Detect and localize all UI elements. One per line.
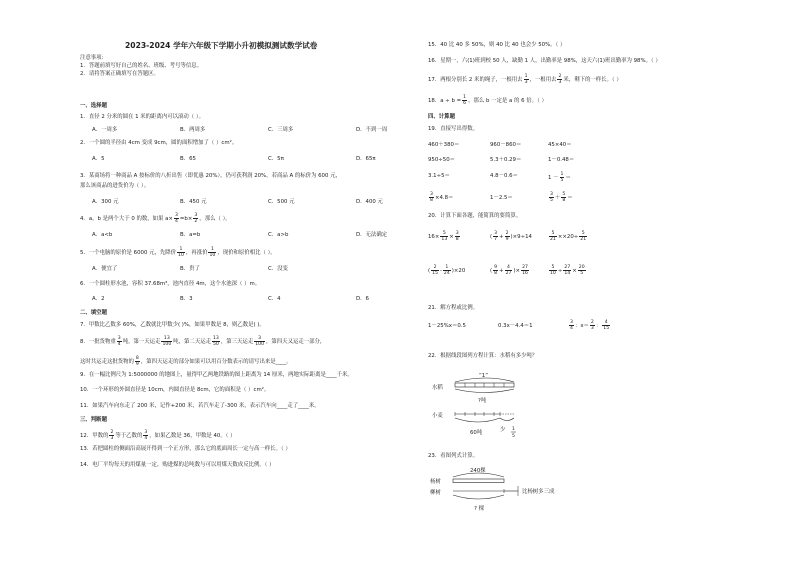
poplar-bar bbox=[453, 479, 504, 483]
equation: 0.3x－4.4＝1 bbox=[498, 323, 533, 329]
calc-item bbox=[548, 265, 587, 276]
numerator: 13 bbox=[161, 336, 172, 342]
denominator: 15 bbox=[603, 326, 610, 331]
question-8 bbox=[80, 336, 325, 347]
denominator: 27 bbox=[505, 271, 512, 276]
fraction bbox=[493, 265, 498, 276]
denominator: 3 bbox=[590, 326, 594, 331]
option: C．5π bbox=[268, 156, 284, 162]
denominator: 16 bbox=[522, 271, 528, 276]
fraction bbox=[462, 95, 467, 106]
text: ) bbox=[510, 234, 513, 240]
denominator: 100 bbox=[255, 342, 264, 347]
question-8-cont bbox=[80, 356, 292, 367]
option: A．a<b bbox=[92, 232, 113, 238]
brace-wheat bbox=[455, 418, 500, 422]
option: B．65 bbox=[180, 156, 196, 162]
numerator: 2 bbox=[505, 231, 509, 236]
option: A．2 bbox=[92, 296, 105, 302]
numerator: 3 bbox=[194, 213, 198, 218]
fraction bbox=[505, 231, 510, 242]
denominator: 8 bbox=[494, 271, 498, 276]
numerator: 5 bbox=[579, 231, 587, 237]
numerator: 3 bbox=[455, 231, 459, 236]
fraction bbox=[431, 265, 439, 276]
option: A．一周多 bbox=[92, 127, 118, 133]
numerator: 1 bbox=[443, 265, 451, 271]
fraction bbox=[161, 336, 172, 347]
denominator: 14 bbox=[564, 271, 571, 276]
calc-item bbox=[428, 231, 461, 242]
text: - bbox=[439, 268, 442, 274]
fraction bbox=[440, 231, 448, 242]
fraction bbox=[579, 231, 587, 242]
text: ： bbox=[595, 323, 602, 329]
numerator: 2 bbox=[110, 430, 114, 435]
denominator: 10 bbox=[209, 253, 216, 258]
numerator: 4 bbox=[602, 320, 610, 326]
numerator: 27 bbox=[564, 265, 571, 270]
denominator: 10 bbox=[178, 253, 184, 258]
notes-heading: 注意事项: bbox=[80, 55, 104, 61]
calc-item: 45×40＝ bbox=[548, 142, 572, 148]
brace-less bbox=[500, 418, 514, 421]
denominator: 7 bbox=[494, 237, 498, 242]
question-14: 14．电厂平均每天的用煤量一定，购进煤的总吨数与可以用煤天数成反比例。（ ） bbox=[80, 462, 275, 468]
numerator: 2 bbox=[431, 265, 439, 271]
text: ( bbox=[490, 234, 493, 240]
numerator: 3 bbox=[117, 336, 121, 341]
calc-item: 1－0.48＝ bbox=[548, 157, 575, 163]
option: D．400 元 bbox=[356, 199, 383, 205]
note-item: 1．答题前填写好自己的姓名、班级、考号等信息。 bbox=[80, 63, 203, 69]
question-2: 2．一个圆的半径由 4cm 变成 9cm，圆的面积增加了（ ）cm²。 bbox=[80, 140, 238, 146]
option: C．没变 bbox=[268, 266, 288, 272]
question-15: 15．40 比 40 多 50%，则 40 比 40 也会少 50%。（ ） bbox=[428, 42, 566, 48]
numerator: 1 bbox=[177, 247, 185, 253]
text: 16× bbox=[428, 234, 440, 240]
label-unit-one: “1” bbox=[479, 373, 489, 379]
text: 米，剩下的一样长。（ ） bbox=[563, 77, 622, 83]
denominator: 4 bbox=[570, 326, 573, 331]
fraction bbox=[117, 336, 122, 347]
text: ，那么 b 一定是 a 的 6 倍。（ ） bbox=[468, 98, 547, 104]
question-11: 11．如果汽车向东走了 200 米，记作+200 米，若汽车走了-300 米，表示汽车向____走了____米。 bbox=[80, 403, 320, 409]
text: + bbox=[499, 234, 504, 240]
brace-bottom bbox=[453, 495, 504, 499]
text: ( bbox=[428, 268, 431, 274]
text: ，一根用去 bbox=[529, 77, 557, 83]
question-5 bbox=[80, 247, 276, 258]
denominator: 100 bbox=[162, 342, 172, 347]
question-1: 1．直径 2 分米的圆在 1 米的距离内可以滚动（ ）。 bbox=[80, 114, 204, 120]
numerator: 20 bbox=[578, 265, 585, 270]
calc-item: 1－2.5＝ bbox=[490, 195, 513, 201]
denominator: 5 bbox=[550, 198, 553, 203]
question-3-cont: 那么该商品的进货价为（ ）。 bbox=[80, 183, 150, 189]
fraction bbox=[208, 247, 216, 258]
text: ，现价和原价相比（ ）。 bbox=[217, 250, 276, 256]
numerator: 3 bbox=[570, 320, 573, 325]
fraction bbox=[254, 336, 265, 347]
denominator: 9 bbox=[505, 237, 509, 242]
denominator: 9 bbox=[135, 362, 139, 367]
fraction bbox=[429, 192, 434, 203]
text: 1 － bbox=[548, 175, 559, 181]
denominator: 24 bbox=[443, 271, 450, 276]
numerator: 3 bbox=[494, 231, 498, 236]
numerator: 27 bbox=[522, 265, 528, 270]
calc-item bbox=[490, 231, 532, 242]
numerator: 9 bbox=[494, 265, 498, 270]
fraction bbox=[177, 247, 185, 258]
question-13: 13．若把圆柱的侧面沿高展开得到一个正方形，那么它的底面周长一定与高一样长。（ ） bbox=[80, 446, 291, 452]
text: 18．a ÷ b = bbox=[428, 98, 462, 104]
text: ：x＝ bbox=[574, 323, 589, 329]
text: ×9÷14 bbox=[512, 234, 532, 240]
denominator: 3 bbox=[558, 80, 562, 85]
label-willow: 柳树 bbox=[430, 490, 441, 496]
text: 17．两根分别长 2 米的绳子，一根用去 bbox=[428, 77, 523, 83]
fraction bbox=[524, 74, 529, 85]
label-less: 少 bbox=[500, 427, 506, 433]
calc-item bbox=[548, 192, 573, 203]
fraction bbox=[109, 430, 114, 441]
label-fraction-num: 1 bbox=[512, 427, 515, 432]
text: ＝ bbox=[565, 175, 571, 181]
option: B．a=b bbox=[180, 232, 201, 238]
equation: 1－25%x＝0.5 bbox=[428, 323, 466, 329]
option: B．3 bbox=[180, 296, 193, 302]
fraction bbox=[569, 320, 574, 331]
denominator: 8 bbox=[455, 237, 459, 242]
fraction bbox=[549, 231, 557, 242]
text: =b× bbox=[179, 216, 193, 222]
text: ，如果乙数是 36，甲数是 40。（ ） bbox=[149, 433, 236, 439]
option: C．4 bbox=[268, 296, 281, 302]
denominator: 3 bbox=[524, 80, 528, 85]
calc-item: 5.3＋0.29＝ bbox=[490, 157, 522, 163]
text: ×20÷ bbox=[562, 234, 579, 240]
question-4 bbox=[80, 213, 231, 224]
denominator: 2 bbox=[194, 219, 198, 224]
fraction bbox=[563, 265, 571, 276]
text: ÷ bbox=[557, 268, 563, 274]
numerator: 2 bbox=[558, 74, 562, 79]
calc-item: 960－860＝ bbox=[490, 142, 522, 148]
section-heading: 二、填空题 bbox=[80, 310, 107, 316]
option: D．无法确定 bbox=[356, 232, 388, 238]
denominator: 21 bbox=[580, 237, 587, 242]
denominator: 21 bbox=[550, 237, 556, 242]
question-21: 21．解方程或比例。 bbox=[428, 305, 478, 311]
label-fraction-den: 5 bbox=[512, 434, 515, 439]
question-23: 23．看图列式计算。 bbox=[428, 453, 478, 459]
fraction bbox=[135, 356, 140, 367]
line-segment-diagram bbox=[428, 368, 558, 443]
text: × bbox=[572, 268, 577, 274]
text: 5．一个电脑的原价是 6000 元，先降价 bbox=[80, 250, 177, 256]
text: ) bbox=[451, 268, 454, 274]
numerator: 1 bbox=[463, 95, 467, 100]
label-poplar: 杨树 bbox=[430, 479, 441, 485]
denominator: 13 bbox=[441, 237, 448, 242]
numerator: 1 bbox=[560, 172, 564, 177]
calc-item bbox=[548, 172, 571, 183]
numerator: 5 bbox=[549, 231, 557, 237]
fraction bbox=[561, 192, 566, 203]
text: ×20 bbox=[453, 268, 466, 274]
question-17 bbox=[428, 74, 622, 85]
fraction bbox=[560, 172, 565, 183]
question-16: 16．星期一，六(1)班到校 50 人，缺勤 1 人，出勤率是 98%，这天六(1)班出勤率为 98%。（ ） bbox=[428, 58, 661, 64]
numerator: 5 bbox=[549, 265, 557, 271]
denominator: 4 bbox=[117, 342, 121, 347]
text: 4．a，b 是两个大于 0 的数，如果 a× bbox=[80, 216, 173, 222]
text: + bbox=[499, 268, 504, 274]
option: C．500 元 bbox=[268, 199, 295, 205]
calc-item: 3.1÷5＝ bbox=[428, 173, 450, 179]
label-240: 240棵 bbox=[470, 468, 486, 474]
text: ，第四天运走的部分如果可以用百分数表示的请写出来是____。 bbox=[140, 359, 292, 365]
denominator: 4 bbox=[144, 436, 148, 441]
denominator: 5 bbox=[580, 271, 584, 276]
label-note: 比杨树多三成 bbox=[522, 489, 555, 495]
numerator: 4 bbox=[505, 265, 513, 271]
fraction bbox=[590, 320, 595, 331]
calc-item bbox=[548, 231, 588, 242]
numerator: 3 bbox=[144, 430, 148, 435]
denominator: 4 bbox=[174, 219, 178, 224]
question-10: 10．一个环形的外圆直径是 10cm，内圆直径是 8cm，它的面积是（ ）cm²。 bbox=[80, 387, 270, 393]
text: ，再涨价 bbox=[185, 250, 208, 256]
numerator: 8 bbox=[135, 356, 139, 361]
question-3: 3．某商场将一种商品 A 按标价的八折出售（即优惠 20%），仍可获利润 20%，若商品 A 的标价为 600 元， bbox=[80, 173, 341, 179]
option: B．450 元 bbox=[180, 199, 207, 205]
text: ，第四天又运走一部分， bbox=[266, 339, 326, 345]
calc-item: 460＋380＝ bbox=[428, 142, 460, 148]
fraction bbox=[549, 192, 554, 203]
calc-item: 950÷50＝ bbox=[428, 157, 456, 163]
label-60-tons: 60吨 bbox=[470, 430, 483, 436]
page-title: 2023-2024 学年六年级下学期小升初模拟测试数学试卷 bbox=[125, 41, 318, 50]
numerator: 1 bbox=[524, 74, 528, 79]
fraction bbox=[174, 213, 179, 224]
label-wheat: 小麦 bbox=[432, 413, 443, 419]
text: × bbox=[557, 234, 563, 240]
calc-item: 4.8－0.6＝ bbox=[490, 173, 518, 179]
text: ( bbox=[490, 268, 493, 274]
option: B．两周多 bbox=[180, 127, 206, 133]
question-7: 7．甲数比乙数多 60%，乙数就比甲数少( )%，如果甲数是 8，则乙数是( )。 bbox=[80, 322, 265, 328]
text: 等于乙数的 bbox=[115, 433, 143, 439]
numerator: 13 bbox=[213, 336, 219, 341]
question-18 bbox=[428, 95, 547, 106]
fraction bbox=[557, 74, 562, 85]
text: 吨，第二天运走 bbox=[173, 339, 211, 345]
text: × bbox=[449, 234, 454, 240]
question-12 bbox=[80, 430, 236, 441]
fraction bbox=[549, 265, 557, 276]
denominator: 10 bbox=[550, 271, 556, 276]
fraction bbox=[493, 231, 498, 242]
section-heading: 三、判断题 bbox=[80, 417, 107, 423]
text: 这时共运走这批货物的 bbox=[80, 359, 134, 365]
rice-bar bbox=[455, 383, 514, 387]
text: 吨，第一天运走 bbox=[122, 339, 161, 345]
text: ) bbox=[513, 268, 516, 274]
option: A．便宜了 bbox=[92, 266, 118, 272]
text: 8．一批货物重 bbox=[80, 339, 116, 345]
option: C．三周多 bbox=[268, 127, 294, 133]
calc-item bbox=[490, 265, 530, 276]
text: ，第三天运走 bbox=[220, 339, 254, 345]
numerator: 3 bbox=[430, 192, 433, 197]
numerator: 5 bbox=[440, 231, 448, 237]
numerator: 3 bbox=[254, 336, 265, 342]
denominator: 50 bbox=[213, 342, 219, 347]
fraction bbox=[193, 213, 198, 224]
tree-diagram bbox=[428, 465, 568, 515]
fraction bbox=[212, 336, 220, 347]
option: D．6 bbox=[356, 296, 369, 302]
denominator: 3 bbox=[110, 436, 114, 441]
text: ＋ bbox=[554, 195, 561, 201]
denominator: 5 bbox=[560, 178, 564, 183]
denominator: 8 bbox=[430, 198, 433, 203]
option: A．300 元 bbox=[92, 199, 119, 205]
question-20: 20．计算下面各题，能简算的要简算。 bbox=[428, 213, 522, 219]
fraction bbox=[602, 320, 610, 331]
fraction bbox=[143, 430, 148, 441]
option: C．a>b bbox=[268, 232, 289, 238]
section-heading: 一、选择题 bbox=[80, 103, 107, 109]
denominator: 15 bbox=[432, 271, 438, 276]
option: D．65π bbox=[356, 156, 376, 162]
numerator: 2 bbox=[590, 320, 594, 325]
fraction bbox=[521, 265, 529, 276]
numerator: 5 bbox=[562, 192, 566, 197]
denominator: 6 bbox=[463, 101, 467, 106]
fraction bbox=[505, 265, 516, 276]
numerator: 1 bbox=[208, 247, 216, 253]
option: B．贵了 bbox=[180, 266, 200, 272]
fraction bbox=[455, 231, 460, 242]
text: × bbox=[515, 268, 521, 274]
label-question: ?吨 bbox=[478, 398, 487, 404]
equation bbox=[568, 320, 611, 331]
fraction bbox=[578, 265, 586, 276]
numerator: 3 bbox=[174, 213, 178, 218]
note-item: 2．请将答案正确填写在答题区。 bbox=[80, 71, 159, 77]
label-question: ? 棵 bbox=[474, 506, 484, 512]
question-9: 9．在一幅比例尺为 1:5000000 的地图上，量得甲乙两地铁路的图上距离为 14 厘米，两地实际距离是____千米。 bbox=[80, 372, 353, 378]
section-heading: 四、计算题 bbox=[428, 114, 455, 120]
text: ×4.8＝ bbox=[434, 195, 454, 201]
text: 12．甲数的 bbox=[80, 433, 109, 439]
option: A．5 bbox=[92, 156, 105, 162]
calc-item bbox=[428, 192, 453, 203]
calc-item bbox=[428, 265, 465, 276]
option: D．不到一周 bbox=[356, 127, 388, 133]
question-22: 22．根据线段图列方程计算：水稻有多少吨？ bbox=[428, 353, 538, 359]
label-rice: 水稻 bbox=[432, 385, 443, 391]
text: ，那么（ ）。 bbox=[199, 216, 231, 222]
text: ＝ bbox=[567, 195, 573, 201]
question-6: 6．一个圆柱形水池，容积 37.68m³，池内直径 4m，这个水池深（ ）m。 bbox=[80, 281, 261, 287]
fraction bbox=[443, 265, 451, 276]
numerator: 3 bbox=[550, 192, 553, 197]
question-19: 19．直接写出得数。 bbox=[428, 126, 478, 132]
brace-bottom bbox=[455, 389, 514, 393]
denominator: 8 bbox=[562, 198, 566, 203]
